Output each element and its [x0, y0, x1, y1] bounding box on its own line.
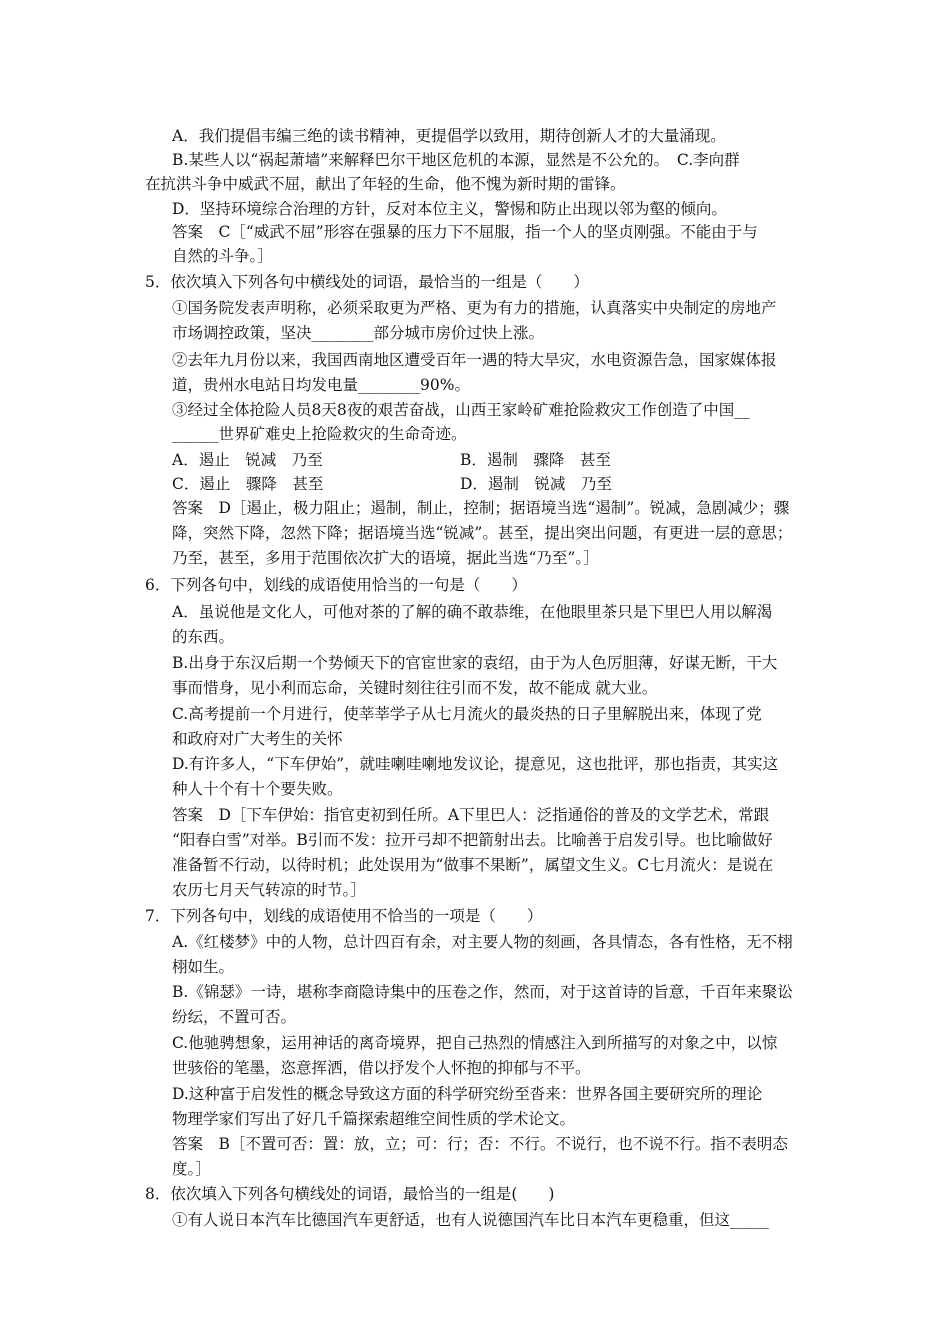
q6-option-d-cont: 种人十个有十个要失败。 — [172, 780, 343, 798]
answer-4-cont: 自然的斗争。］ — [172, 247, 273, 265]
answer-7: 答案 B［不置可否：置：放，立；可：行；否：不行。不说行，也不说不行。指不表明态 — [172, 1135, 788, 1153]
q6-option-d: D.有许多人，“下车伊始”，就哇喇哇喇地发议论，提意见，这也批评，那也指责，其实这 — [172, 755, 779, 773]
q6-option-a: A．虽说他是文化人，可他对茶的了解的确不敢恭维，在他眼里茶只是下里巴人用以解渴 — [172, 603, 773, 621]
question-7: 7．下列各句中，划线的成语使用不恰当的一项是（ ） — [145, 907, 543, 925]
q5-option-d: D．遏制 锐减 乃至 — [460, 475, 612, 493]
question-5: 5．依次填入下列各句中横线处的词语，最恰当的一组是（ ） — [145, 273, 589, 291]
q6-option-a-cont: 的东西。 — [172, 628, 235, 646]
question-6: 6．下列各句中，划线的成语使用恰当的一句是（ ） — [145, 576, 527, 594]
option-4a: A．我们提倡韦编三绝的读书精神，更提倡学以致用，期待创新人才的大量涌现。 — [172, 127, 726, 145]
q6-option-b-cont: 事而惜身，见小利而忘命，关键时刻往往引而不发，故不能成 就大业。 — [172, 679, 658, 697]
q5-sentence-2: ②去年九月份以来，我国西南地区遭受百年一遇的特大旱灾，水电资源告急，国家媒体报 — [172, 351, 777, 369]
option-4b: B.某些人以“祸起萧墙”来解释巴尔干地区危机的本源，显然是不公允的。 C.李向群 — [172, 151, 740, 169]
q5-sentence-3: ③经过全体抢险人员8天8夜的艰苦奋战，山西王家岭矿难抢险救灾工作创造了中国__ — [172, 401, 750, 419]
q5-sentence-1-cont: 市场调控政策，坚决________部分城市房价过快上涨。 — [172, 324, 545, 342]
answer-6: 答案 D［下车伊始：指官吏初到任所。A下里巴人：泛指通俗的普及的文学艺术，常跟 — [172, 806, 770, 824]
answer-5: 答案 D［遏止，极力阻止；遏制，制止，控制；据语境当选“遏制”。锐减，急剧减少；骤 — [172, 499, 790, 517]
q6-option-c-cont: 和政府对广大考生的关怀 — [172, 730, 343, 748]
option-4c-cont: 在抗洪斗争中威武不屈，献出了年轻的生命，他不愧为新时期的雷锋。 — [145, 175, 626, 193]
q5-option-c: C．遏止 骤降 甚至 — [172, 475, 324, 493]
q7-option-a-cont: 栩如生。 — [172, 958, 235, 976]
answer-6-cont-1: “阳春白雪”对举。B引而不发：拉开弓却不把箭射出去。比喻善于启发引导。也比喻做好 — [172, 831, 773, 849]
question-8: 8．依次填入下列各句横线处的词语，最恰当的一组是( ) — [145, 1185, 555, 1203]
q7-option-d: D.这种富于启发性的概念导致这方面的科学研究纷至沓来：世界各国主要研究所的理论 — [172, 1085, 763, 1103]
q5-sentence-3-cont: ______世界矿难史上抢险救灾的生命奇迹。 — [172, 425, 467, 443]
q7-option-a: A.《红楼梦》中的人物，总计四百有余，对主要人物的刻画，各具情态，各有性格，无不栩 — [172, 933, 793, 951]
q7-option-b-cont: 纷纭，不置可否。 — [172, 1008, 297, 1026]
q5-option-b: B．遏制 骤降 甚至 — [460, 451, 611, 469]
q7-option-b: B.《锦瑟》一诗，堪称李商隐诗集中的压卷之作，然而，对于这首诗的旨意，千百年来聚讼 — [172, 983, 793, 1001]
q5-sentence-2-cont: 道，贵州水电站日均发电量________90%。 — [172, 376, 470, 394]
option-4d: D．坚持环境综合治理的方针，反对本位主义，警惕和防止出现以邻为壑的倾向。 — [172, 200, 727, 218]
q7-option-c: C.他驰骋想象，运用神话的离奇境界，把自己热烈的情感注入到所描写的对象之中，以惊 — [172, 1034, 778, 1052]
q6-option-c: C.高考提前一个月进行，使莘莘学子从七月流火的最炎热的日子里解脱出来，体现了党 — [172, 705, 762, 723]
q7-option-c-cont: 世骇俗的笔墨，恣意挥洒，借以抒发个人怀抱的抑郁与不平。 — [172, 1059, 591, 1077]
q8-sentence-1: ①有人说日本汽车比德国汽车更舒适，也有人说德国汽车比日本汽车更稳重，但这_____ — [172, 1211, 769, 1229]
q5-option-a: A．遏止 锐减 乃至 — [172, 451, 323, 469]
answer-4: 答案 C［“威武不屈”形容在强暴的压力下不屈服，指一个人的坚贞刚强。不能由于与 — [172, 223, 758, 241]
answer-6-cont-2: 准备暂不行动，以待时机；此处误用为“做事不果断”，属望文生义。C七月流火：是说在 — [172, 856, 774, 874]
answer-5-cont-2: 乃至，甚至，多用于范围依次扩大的语境，据此当选“乃至”。］ — [172, 549, 599, 567]
answer-6-cont-3: 农历七月天气转凉的时节。］ — [172, 881, 366, 899]
q7-option-d-cont: 物理学家们写出了好几千篇探索超维空间性质的学术论文。 — [172, 1110, 576, 1128]
q6-option-b: B.出身于东汉后期一个势倾天下的官宦世家的袁绍，由于为人色厉胆薄，好谋无断，干大 — [172, 654, 778, 672]
answer-7-cont: 度。］ — [172, 1160, 211, 1178]
answer-5-cont-1: 降，突然下降，忽然下降；据语境当选“锐减”。甚至，提出突出问题，有更进一层的意思； — [172, 524, 793, 542]
q5-sentence-1: ①国务院发表声明称，必须采取更为严格、更为有力的措施，认真落实中央制定的房地产 — [172, 299, 777, 317]
